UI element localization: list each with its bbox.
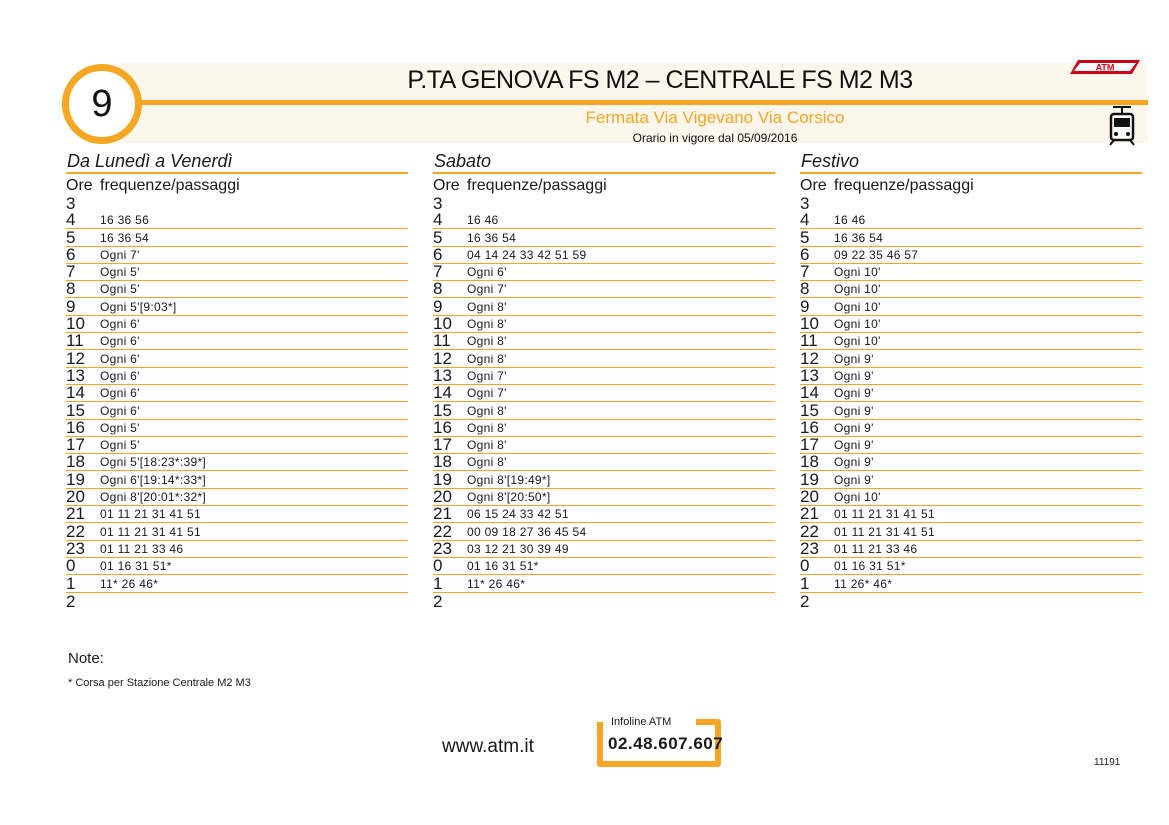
hour-cell: 21 (66, 504, 85, 524)
notes-title: Note: (68, 650, 104, 667)
hour-header: Ore (800, 177, 827, 194)
departures-cell: Ogni 10' (834, 299, 881, 314)
schedule-weekdays (66, 150, 408, 610)
hour-cell: 3 (66, 194, 76, 213)
hour-cell: 0 (433, 556, 443, 576)
hour-cell: 14 (800, 383, 819, 403)
departures-cell: 01 11 21 31 41 51 (834, 507, 935, 522)
hour-cell: 2 (66, 591, 76, 611)
table-row (66, 316, 408, 333)
table-row (800, 229, 1142, 246)
hour-cell: 14 (66, 383, 85, 403)
hour-cell: 18 (66, 452, 85, 472)
departures-cell: 01 11 21 31 41 51 (834, 524, 935, 539)
departures-cell: Ogni 9' (834, 386, 874, 401)
hour-cell: 6 (800, 244, 810, 264)
departures-cell: 03 12 21 30 39 49 (467, 541, 569, 556)
table-row (433, 538, 775, 558)
hour-cell: 9 (66, 296, 76, 316)
departures-cell: Ogni 10' (834, 282, 881, 297)
hour-cell: 10 (66, 314, 85, 334)
hour-cell: 22 (800, 521, 819, 541)
table-row (800, 281, 1142, 298)
departures-cell: Ogni 7' (467, 368, 507, 383)
table-row (800, 350, 1142, 367)
departures-cell: Ogni 6' (467, 265, 507, 280)
table-row (433, 196, 775, 212)
table-row (433, 212, 775, 229)
hour-cell: 16 (433, 417, 452, 437)
departures-cell: Ogni 6' (100, 403, 140, 418)
departures-cell: Ogni 10' (834, 265, 881, 280)
hour-cell: 8 (433, 279, 443, 299)
hour-cell: 11 (66, 331, 84, 351)
hour-cell: 5 (433, 227, 443, 247)
table-row (433, 575, 775, 592)
table-row (66, 437, 408, 454)
hour-cell: 13 (66, 365, 85, 385)
table-row (433, 523, 775, 540)
table-row (800, 385, 1142, 402)
hour-cell: 1 (800, 573, 810, 593)
table-row (66, 471, 408, 488)
table-row (66, 264, 408, 281)
departures-cell: 01 11 21 33 46 (100, 541, 184, 556)
hour-cell: 6 (433, 244, 443, 264)
table-row (800, 489, 1142, 506)
hour-cell: 17 (433, 435, 452, 455)
departures-cell: Ogni 6' (100, 368, 140, 383)
departures-cell: Ogni 6' (100, 351, 140, 366)
table-row (66, 281, 408, 298)
departures-cell: 16 36 54 (467, 230, 517, 245)
hour-cell: 0 (800, 556, 810, 576)
departures-cell: Ogni 6' (100, 386, 140, 401)
departures-cell: Ogni 9' (834, 403, 874, 418)
table-row (433, 471, 775, 488)
hour-cell: 15 (66, 400, 85, 420)
table-row (66, 196, 408, 212)
departures-cell: 11* 26 46* (100, 576, 159, 591)
table-row (433, 402, 775, 419)
departures-cell: Ogni 7' (467, 282, 507, 297)
table-row (433, 489, 775, 506)
hour-cell: 9 (433, 296, 443, 316)
hour-cell: 5 (66, 227, 76, 247)
departures-cell: Ogni 5' (100, 420, 140, 435)
table-row (800, 402, 1142, 419)
departures-cell: Ogni 8' (467, 403, 507, 418)
table-row (66, 244, 408, 264)
hour-cell: 4 (66, 210, 76, 230)
table-row (800, 417, 1142, 437)
document-code: 11191 (1094, 757, 1121, 768)
atm-logo (1070, 56, 1142, 78)
departures-cell: Ogni 9' (834, 455, 874, 470)
hour-cell: 21 (800, 504, 819, 524)
table-row (800, 506, 1142, 523)
hour-cell: 3 (800, 194, 810, 213)
departures-cell: Ogni 5'[9:03*] (100, 299, 177, 314)
schedule-title: Da Lunedì a Venerdì (66, 150, 408, 174)
departures-cell: Ogni 8'[20:50*] (467, 490, 551, 505)
hour-cell: 20 (433, 487, 452, 507)
departures-cell: 16 36 54 (100, 230, 150, 245)
hour-cell: 12 (800, 348, 819, 368)
table-row (800, 298, 1142, 315)
departures-cell: Ogni 5' (100, 265, 140, 280)
table-row (433, 593, 775, 610)
infoline-label: Infoline ATM (611, 716, 672, 728)
hour-cell: 13 (433, 365, 452, 385)
table-row (66, 558, 408, 575)
infoline-number[interactable]: 02.48.607.607 (608, 734, 724, 753)
frequency-header: frequenze/passaggi (467, 177, 607, 194)
website-link[interactable]: www.atm.it (442, 736, 534, 757)
hour-cell: 13 (800, 365, 819, 385)
departures-cell: Ogni 8'[19:49*] (467, 472, 551, 487)
departures-cell: Ogni 9' (834, 438, 874, 453)
hour-cell: 0 (66, 556, 76, 576)
departures-cell: 09 22 35 46 57 (834, 247, 919, 262)
hour-cell: 17 (800, 435, 819, 455)
tram-icon (1107, 105, 1137, 147)
table-row (433, 316, 775, 333)
hour-header: Ore (66, 177, 93, 194)
departures-cell: Ogni 5'[18:23*:39*] (100, 455, 207, 470)
departures-cell: Ogni 7' (467, 386, 507, 401)
schedule-header (433, 174, 775, 196)
hour-cell: 11 (800, 331, 818, 351)
schedule-header (66, 174, 408, 196)
hour-cell: 19 (433, 469, 452, 489)
table-row (800, 196, 1142, 212)
departures-cell: 01 16 31 51* (834, 559, 906, 574)
table-row (433, 333, 775, 350)
hour-cell: 22 (66, 521, 85, 541)
hour-cell: 14 (433, 383, 452, 403)
table-row (800, 365, 1142, 385)
stop-name: Fermata Via Vigevano Via Corsico (585, 108, 845, 127)
departures-cell: Ogni 8' (467, 317, 507, 332)
hour-cell: 3 (433, 194, 443, 213)
table-row (800, 212, 1142, 229)
departures-cell: Ogni 6'[19:14*:33*] (100, 472, 207, 487)
departures-cell: Ogni 9' (834, 420, 874, 435)
notes-text: * Corsa per Stazione Centrale M2 M3 (68, 677, 251, 689)
hour-cell: 10 (800, 314, 819, 334)
table-row (66, 575, 408, 592)
departures-cell: Ogni 8' (467, 299, 507, 314)
hour-cell: 1 (433, 573, 443, 593)
hour-cell: 7 (66, 262, 76, 282)
table-row (66, 454, 408, 471)
table-row (66, 385, 408, 402)
departures-cell: Ogni 8' (467, 420, 507, 435)
frequency-header: frequenze/passaggi (100, 177, 240, 194)
departures-cell: Ogni 6' (100, 334, 140, 349)
table-row (800, 316, 1142, 333)
hour-cell: 20 (66, 487, 85, 507)
departures-cell: Ogni 9' (834, 472, 874, 487)
hour-cell: 19 (66, 469, 85, 489)
departures-cell: 16 46 (467, 213, 499, 228)
hour-cell: 2 (800, 591, 810, 611)
table-row (66, 523, 408, 540)
table-row (66, 417, 408, 437)
schedule-title: Festivo (800, 150, 1142, 174)
departures-cell: 06 15 24 33 42 51 (467, 507, 569, 522)
table-row (433, 244, 775, 264)
table-row (66, 402, 408, 419)
departures-cell: 01 16 31 51* (100, 559, 172, 574)
table-row (800, 264, 1142, 281)
departures-cell: Ogni 8' (467, 455, 507, 470)
hour-cell: 4 (800, 210, 810, 230)
table-row (433, 437, 775, 454)
departures-cell: 01 11 21 31 41 51 (100, 524, 201, 539)
hour-cell: 7 (433, 262, 443, 282)
hour-cell: 2 (433, 591, 443, 611)
table-row (433, 417, 775, 437)
hour-cell: 22 (433, 521, 452, 541)
frequency-header: frequenze/passaggi (834, 177, 974, 194)
table-row (800, 437, 1142, 454)
departures-cell: Ogni 6' (100, 317, 140, 332)
table-row (800, 538, 1142, 558)
line-number-badge (62, 64, 142, 144)
hour-cell: 15 (800, 400, 819, 420)
table-row (800, 523, 1142, 540)
atm-logo-text: ATM (1095, 62, 1115, 73)
hour-cell: 20 (800, 487, 819, 507)
hour-cell: 9 (800, 296, 810, 316)
hour-cell: 17 (66, 435, 85, 455)
route-title: P.TA GENOVA FS M2 – CENTRALE FS M2 M3 (407, 66, 913, 94)
departures-cell: 16 36 54 (834, 230, 884, 245)
line-number: 9 (91, 82, 113, 125)
table-row (433, 281, 775, 298)
departures-cell: 01 16 31 51* (467, 559, 539, 574)
hour-cell: 12 (433, 348, 452, 368)
table-row (433, 385, 775, 402)
hour-cell: 18 (433, 452, 452, 472)
departures-cell: Ogni 9' (834, 351, 874, 366)
hour-cell: 23 (800, 538, 819, 558)
hour-cell: 6 (66, 244, 76, 264)
table-row (433, 558, 775, 575)
schedule-rows (433, 196, 775, 610)
departures-cell: Ogni 8' (467, 334, 507, 349)
table-row (433, 229, 775, 246)
schedule-header (800, 174, 1142, 196)
table-row (66, 212, 408, 229)
departures-cell: 16 36 56 (100, 213, 150, 228)
departures-cell: Ogni 5' (100, 282, 140, 297)
hour-cell: 19 (800, 469, 819, 489)
table-row (433, 298, 775, 315)
table-row (433, 454, 775, 471)
departures-cell: 04 14 24 33 42 51 59 (467, 247, 587, 262)
table-row (66, 298, 408, 315)
hour-cell: 12 (66, 348, 85, 368)
hour-cell: 7 (800, 262, 810, 282)
hour-cell: 21 (433, 504, 452, 524)
table-row (800, 244, 1142, 264)
departures-cell: Ogni 8' (467, 351, 507, 366)
schedule-saturday (433, 150, 775, 610)
departures-cell: 16 46 (834, 213, 866, 228)
table-row (800, 593, 1142, 610)
schedule-rows (800, 196, 1142, 610)
table-row (66, 350, 408, 367)
hour-cell: 15 (433, 400, 452, 420)
schedule-holiday (800, 150, 1142, 610)
header-rule (132, 100, 1148, 105)
departures-cell: 01 11 21 31 41 51 (100, 507, 201, 522)
table-row (800, 333, 1142, 350)
table-row (66, 365, 408, 385)
table-row (66, 593, 408, 610)
hour-header: Ore (433, 177, 460, 194)
hour-cell: 18 (800, 452, 819, 472)
hour-cell: 10 (433, 314, 452, 334)
table-row (66, 538, 408, 558)
validity-date: Orario in vigore dal 05/09/2016 (632, 131, 798, 145)
departures-cell: Ogni 8'[20:01*:32*] (100, 490, 207, 505)
table-row (800, 575, 1142, 592)
departures-cell: Ogni 8' (467, 438, 507, 453)
hour-cell: 16 (66, 417, 85, 437)
departures-cell: Ogni 10' (834, 317, 881, 332)
hour-cell: 23 (433, 538, 452, 558)
table-row (66, 489, 408, 506)
table-row (433, 365, 775, 385)
departures-cell: Ogni 7' (100, 247, 140, 262)
departures-cell: Ogni 10' (834, 490, 881, 505)
schedule-title: Sabato (433, 150, 775, 174)
table-row (66, 333, 408, 350)
hour-cell: 4 (433, 210, 443, 230)
hour-cell: 11 (433, 331, 451, 351)
departures-cell: 11 26* 46* (834, 576, 893, 591)
departures-cell: Ogni 5' (100, 438, 140, 453)
schedule-rows (66, 196, 408, 610)
hour-cell: 8 (66, 279, 76, 299)
departures-cell: Ogni 10' (834, 334, 881, 349)
hour-cell: 23 (66, 538, 85, 558)
table-row (800, 558, 1142, 575)
table-row (433, 264, 775, 281)
departures-cell: Ogni 9' (834, 368, 874, 383)
hour-cell: 5 (800, 227, 810, 247)
hour-cell: 8 (800, 279, 810, 299)
departures-cell: 00 09 18 27 36 45 54 (467, 524, 587, 539)
table-row (800, 471, 1142, 488)
table-row (433, 350, 775, 367)
hour-cell: 16 (800, 417, 819, 437)
table-row (66, 506, 408, 523)
table-row (66, 229, 408, 246)
departures-cell: 11* 26 46* (467, 576, 526, 591)
departures-cell: 01 11 21 33 46 (834, 541, 918, 556)
table-row (800, 454, 1142, 471)
hour-cell: 1 (66, 573, 76, 593)
table-row (433, 506, 775, 523)
